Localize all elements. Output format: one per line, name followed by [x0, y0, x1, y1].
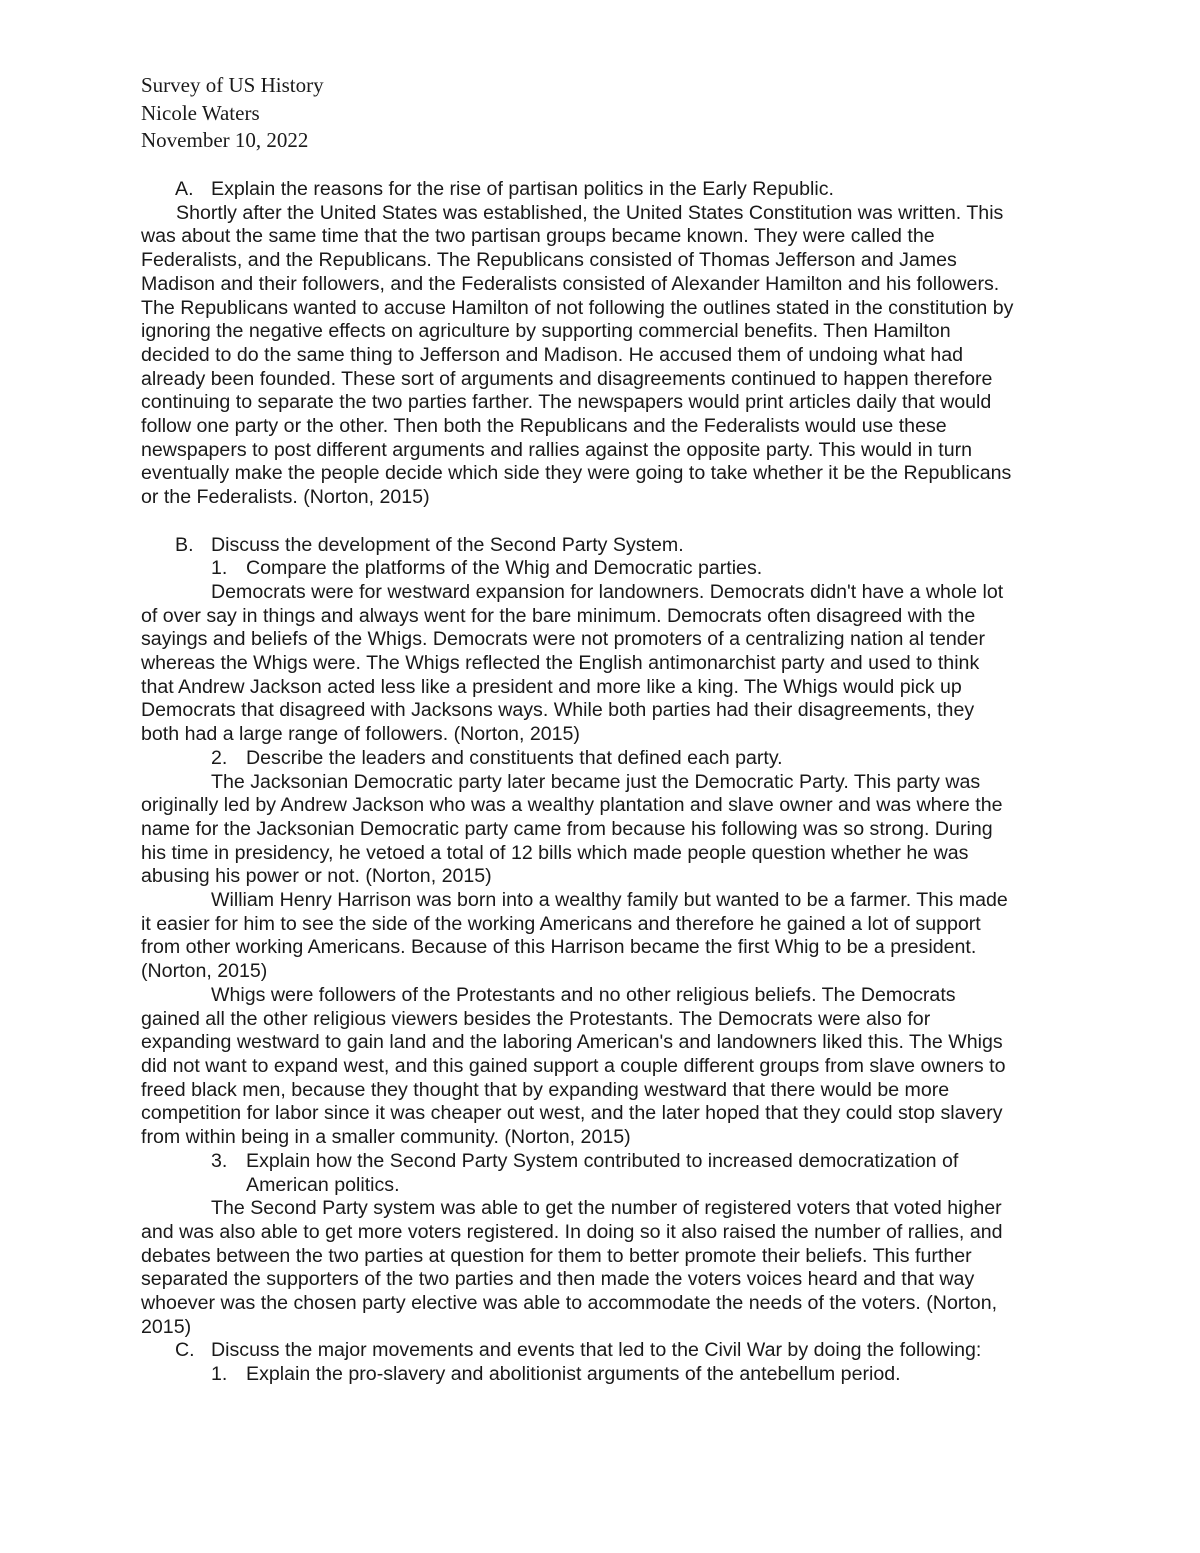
section-prompt: Discuss the development of the Second Party System. — [211, 533, 684, 556]
question-prompt: Explain how the Second Party System contributed to increased democratization of — [246, 1149, 959, 1172]
text-line: gained all the other religious viewers besides the Protestants. The Democrats were also for — [141, 1007, 931, 1030]
section-b-heading — [141, 534, 1061, 558]
text-line: already been founded. These sort of arguments and disagreements continued to happen therefore — [141, 367, 993, 390]
document-body — [141, 178, 1061, 1387]
text-line: and was also able to get more voters registered. In doing so it also raised the number of rallies, and — [141, 1220, 1003, 1243]
text-line: The Second Party system was able to get the number of registered voters that voted higher — [211, 1197, 1002, 1220]
list-marker: 1. — [211, 557, 228, 580]
author-name: Nicole Waters — [141, 100, 260, 125]
text-line: whereas the Whigs were. The Whigs reflected the English antimonarchist party and used to think — [141, 652, 980, 675]
text-line: originally led by Andrew Jackson who was a wealthy plantation and slave owner and was where the — [141, 794, 1003, 817]
text-line: 2015) — [141, 1315, 192, 1338]
question-c1-heading — [141, 1363, 1061, 1387]
text-line: separated the supporters of the two parties and then made the voters voices heard and that way — [141, 1268, 975, 1291]
section-a-answer — [141, 202, 1061, 510]
text-line: Shortly after the United States was established, the United States Constitution was written. This — [176, 201, 1004, 224]
text-line: William Henry Harrison was born into a wealthy family but wanted to be a farmer. This made — [211, 889, 1008, 912]
text-line: name for the Jacksonian Democratic party came from because his following was so strong. During — [141, 817, 993, 840]
text-line: debates between the two parties at question for them to better promote their beliefs. This further — [141, 1244, 972, 1267]
text-line: Democrats were for westward expansion for landowners. Democrats didn't have a whole lot — [211, 580, 1004, 603]
text-line: Whigs were followers of the Protestants and no other religious beliefs. The Democrats — [211, 983, 956, 1006]
text-line: was about the same time that the two partisan groups became known. They were called the — [141, 225, 935, 248]
text-line: it easier for him to see the side of the working Americans and therefore he gained a lot of support — [141, 912, 981, 935]
text-line: did not want to expand west, and this gained support a couple different groups from slave owners to — [141, 1055, 1006, 1077]
question-b2-answer-p1 — [141, 771, 1061, 890]
text-line: follow one party or the other. Then both the Republicans and the Federalists would use these — [141, 415, 947, 438]
question-b1-heading — [141, 557, 1061, 581]
text-line: that Andrew Jackson acted less like a president and more like a king. The Whigs would pick up — [141, 675, 962, 698]
blank-line — [141, 510, 1061, 534]
text-line: decided to do the same thing to Jefferson and Madison. He accused them of undoing what had — [141, 343, 964, 366]
text-line: Federalists, and the Republicans. The Republicans consisted of Thomas Jefferson and James — [141, 249, 957, 272]
section-c-heading — [141, 1339, 1061, 1363]
section-prompt: Discuss the major movements and events that led to the Civil War by doing the following: — [211, 1339, 982, 1362]
section-prompt: Explain the reasons for the rise of partisan politics in the Early Republic. — [211, 178, 834, 200]
text-line: continuing to separate the two parties farther. The newspapers would print articles daily that would — [141, 391, 992, 414]
course-title: Survey of US History — [141, 73, 324, 97]
text-line: Democrats that disagreed with Jacksons ways. While both parties had their disagreements, they — [141, 699, 975, 722]
question-b2-answer-p3 — [141, 984, 1061, 1150]
list-marker: C. — [175, 1339, 195, 1362]
question-b1-answer — [141, 581, 1061, 747]
text-line: competition for labor since it was cheaper out west, and the later hoped that they could stop slavery — [141, 1102, 1003, 1125]
text-line: or the Federalists. (Norton, 2015) — [141, 486, 430, 509]
text-line: from other working Americans. Because of this Harrison became the first Whig to be a president. — [141, 936, 977, 959]
list-marker: 1. — [211, 1363, 228, 1386]
text-line: expanding westward to gain land and the laboring American's and landowners liked this. The Whigs — [141, 1031, 1003, 1054]
text-line: eventually make the people decide which side they were going to take whether it be the Republicans — [141, 462, 1012, 485]
text-line: freed black men, because they thought that by expanding westward that there would be more — [141, 1078, 950, 1101]
question-b2-heading — [141, 747, 1061, 771]
question-b3-heading — [141, 1150, 1061, 1174]
question-prompt: American politics. — [246, 1173, 400, 1196]
text-line: sayings and beliefs of the Whigs. Democrats were not promoters of a centralizing nation al tender — [141, 628, 986, 651]
question-prompt: Compare the platforms of the Whig and Democratic parties. — [246, 557, 763, 580]
text-line: whoever was the chosen party elective was able to accommodate the needs of the voters. (Norton, — [141, 1292, 998, 1315]
question-b2-answer-p2 — [141, 889, 1061, 984]
text-line: abusing his power or not. (Norton, 2015) — [141, 865, 492, 888]
list-marker: 3. — [211, 1149, 228, 1172]
document-header — [141, 72, 324, 155]
text-line: both had a large range of followers. (Norton, 2015) — [141, 723, 580, 746]
question-prompt: Describe the leaders and constituents that defined each party. — [246, 746, 783, 769]
list-marker: A. — [175, 178, 194, 200]
list-marker: 2. — [211, 746, 228, 769]
question-b3-heading-continued — [141, 1174, 1061, 1198]
text-line: ignoring the negative effects on agriculture by supporting commercial benefits. Then Hamilton — [141, 320, 951, 343]
text-line: from within being in a smaller community. (Norton, 2015) — [141, 1126, 631, 1149]
question-b3-answer — [141, 1197, 1061, 1339]
text-line: (Norton, 2015) — [141, 960, 268, 983]
question-prompt: Explain the pro-slavery and abolitionist arguments of the antebellum period. — [246, 1363, 901, 1386]
text-line: newspapers to post different arguments and rallies against the opposite party. This would in turn — [141, 438, 973, 461]
text-line: Madison and their followers, and the Federalists consisted of Alexander Hamilton and his followers. — [141, 272, 1000, 295]
text-line: his time in presidency, he vetoed a total of 12 bills which made people question whether he was — [141, 841, 969, 864]
text-line: The Jacksonian Democratic party later became just the Democratic Party. This party was — [211, 770, 981, 793]
document-date: November 10, 2022 — [141, 128, 309, 152]
section-a-heading — [141, 178, 1061, 202]
text-line: The Republicans wanted to accuse Hamilton of not following the outlines stated in the constitution by — [141, 296, 1014, 319]
text-line: of over say in things and always went for the bare minimum. Democrats often disagreed with the — [141, 604, 976, 627]
list-marker: B. — [175, 533, 194, 556]
